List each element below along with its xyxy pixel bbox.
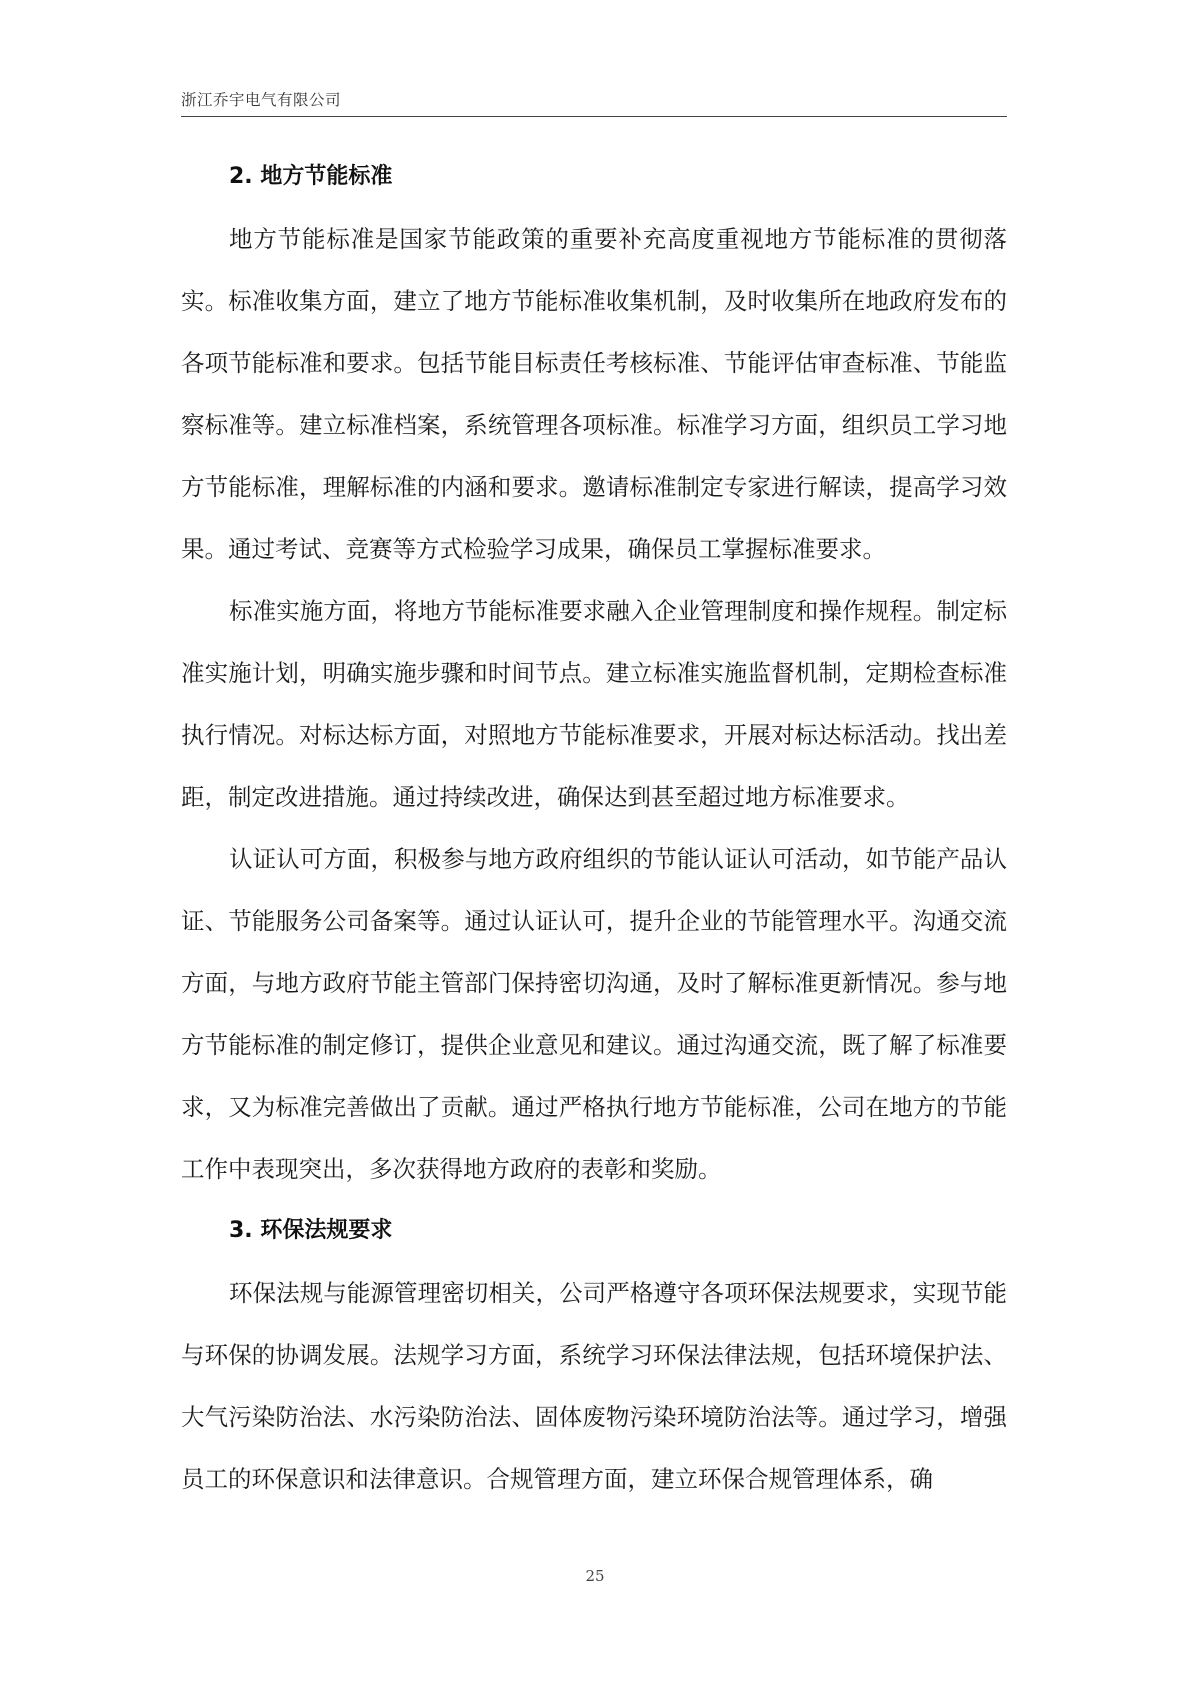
section-heading: 2. 地方节能标准 — [229, 164, 393, 189]
body-paragraph: 环保法规与能源管理密切相关，公司严格遵守各项环保法规要求，实现节能与环保的协调发展。法规学习方面，系统学习环保法律法规，包括环境保护法、大气污染防治法、水污染防治法、固体废物污染环境防治法等。通过学习，增强员工的环保意识和法律意识。合规管理方面，建立环保合规管理体系，确 — [181, 1279, 1007, 1493]
running-header: 浙江乔宇电气有限公司 — [181, 91, 342, 109]
body-paragraph: 认证认可方面，积极参与地方政府组织的节能认证认可活动，如节能产品认证、节能服务公司备案等。通过认证认可，提升企业的节能管理水平。沟通交流方面，与地方政府节能主管部门保持密切沟通，及时了解标准更新情况。参与地方节能标准的制定修订，提供企业意见和建议。通过沟通交流，既了解了标准要求，又为标准完善做出了贡献。通过严格执行地方节能标准，公司在地方的节能工作中表现突出，多次获得地方政府的表彰和奖励。 — [181, 845, 1007, 1183]
page-number: 25 — [585, 1567, 605, 1585]
body-paragraph: 标准实施方面，将地方节能标准要求融入企业管理制度和操作规程。制定标准实施计划，明确实施步骤和时间节点。建立标准实施监督机制，定期检查标准执行情况。对标达标方面，对照地方节能标准要求，开展对标达标活动。找出差距，制定改进措施。通过持续改进，确保达到甚至超过地方标准要求。 — [181, 597, 1007, 811]
page-body — [181, 146, 1007, 1510]
section-heading: 3. 环保法规要求 — [229, 1218, 393, 1243]
body-paragraph: 地方节能标准是国家节能政策的重要补充高度重视地方节能标准的贯彻落实。标准收集方面，建立了地方节能标准收集机制，及时收集所在地政府发布的各项节能标准和要求。包括节能目标责任考核标准、节能评估审查标准、节能监察标准等。建立标准档案，系统管理各项标准。标准学习方面，组织员工学习地方节能标准，理解标准的内涵和要求。邀请标准制定专家进行解读，提高学习效果。通过考试、竞赛等方式检验学习成果，确保员工掌握标准要求。 — [181, 225, 1007, 563]
header-divider — [181, 116, 1007, 117]
